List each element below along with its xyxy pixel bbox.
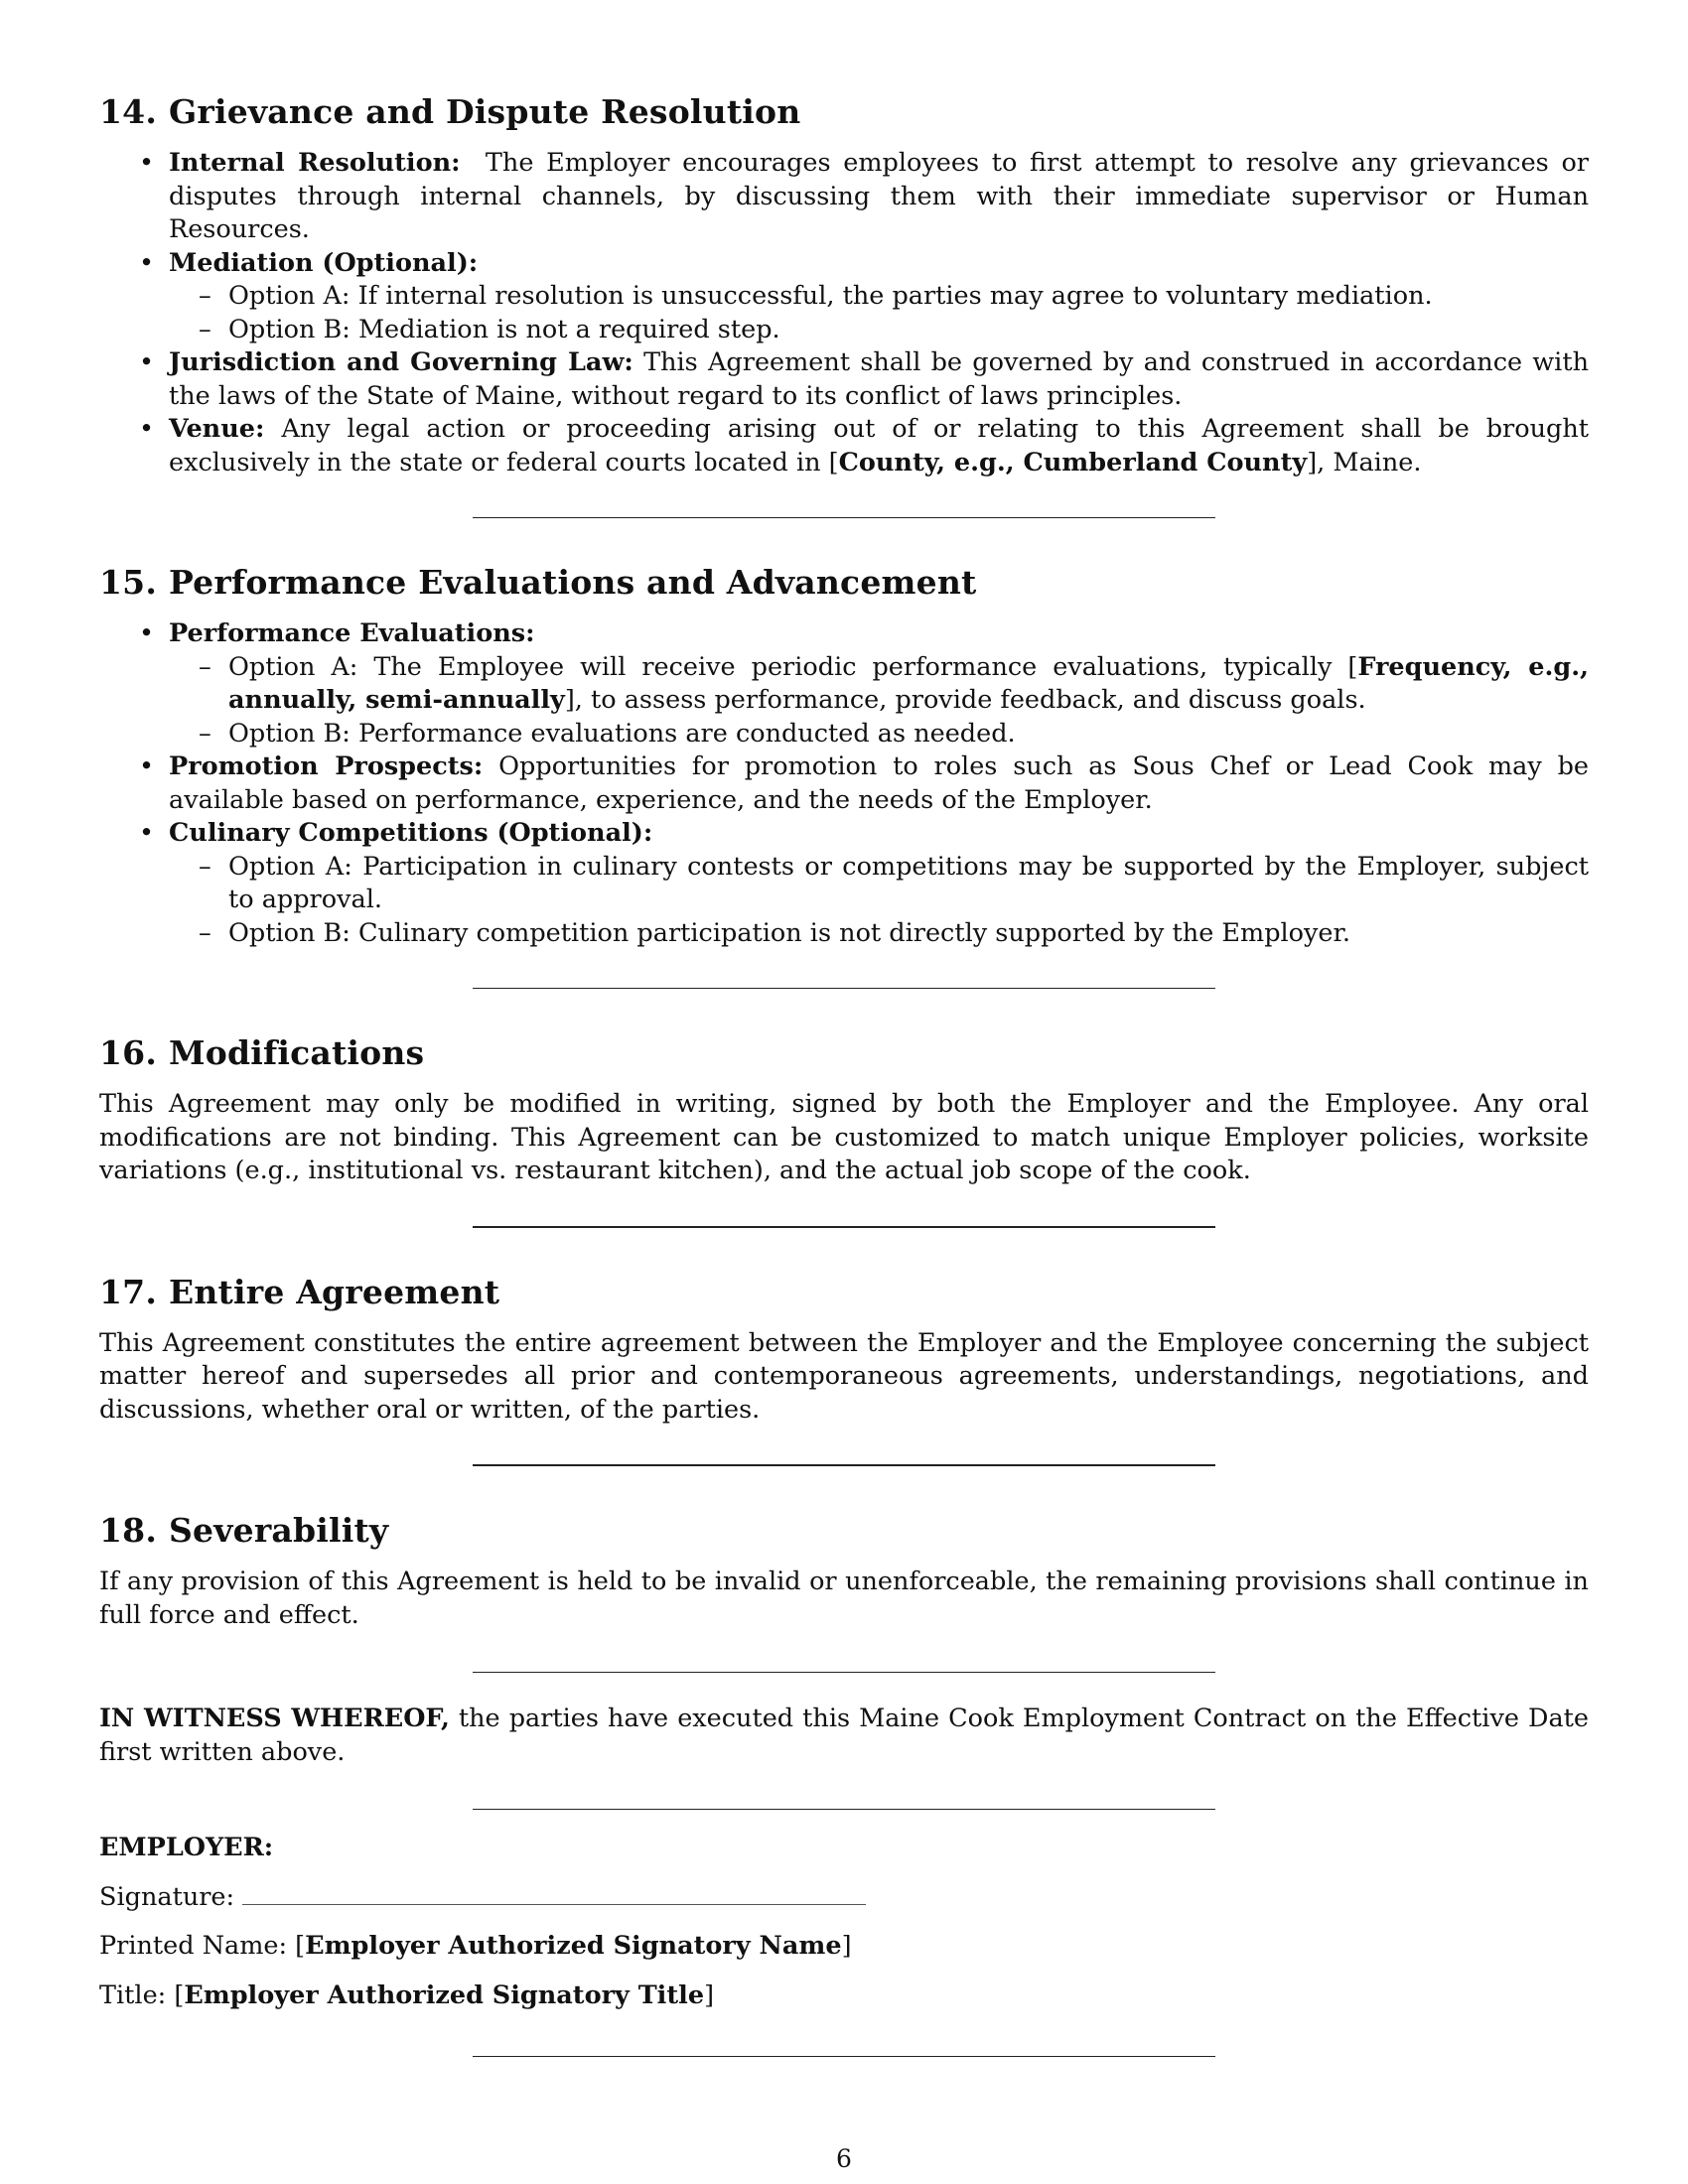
section-title: Modifications xyxy=(169,1033,425,1072)
section-title: Entire Agreement xyxy=(169,1272,500,1311)
section-heading xyxy=(99,1032,1589,1074)
section-16 xyxy=(99,1032,1589,1188)
employer-signature-block xyxy=(99,1832,1589,2012)
witness-label: IN WITNESS WHEREOF, xyxy=(99,1704,450,1733)
sub-list xyxy=(169,651,1589,751)
section-number: 18. xyxy=(99,1511,158,1550)
placeholder-frequency: Frequency, e.g., annually, semi-annually xyxy=(228,651,1589,715)
section-heading xyxy=(99,1272,1589,1313)
sub-item-option-a: – Option A: Participation in culinary contests or competitions may be supported by the Employer, subject to approval. xyxy=(169,851,1589,917)
title-label: Title: xyxy=(99,1979,167,2010)
section-title: Severability xyxy=(169,1511,389,1550)
section-number: 16. xyxy=(99,1033,158,1072)
printed-name-row: Printed Name: [Employer Authorized Signatory Name] xyxy=(99,1931,852,1961)
divider xyxy=(473,988,1215,989)
bullet-list xyxy=(99,147,1589,479)
sub-list xyxy=(169,280,1589,346)
section-heading xyxy=(99,562,1589,604)
item-label: Internal Resolution: xyxy=(169,148,461,178)
list-item-performance-evaluations xyxy=(99,617,1589,751)
list-item-promotion-prospects xyxy=(99,751,1589,817)
title-value: Employer Authorized Signatory Title xyxy=(184,1979,705,2010)
item-label: Jurisdiction and Governing Law: xyxy=(169,347,633,377)
divider xyxy=(473,517,1215,518)
sub-item-option-a: – Option A: If internal resolution is unsuccessful, the parties may agree to voluntary mediation. xyxy=(169,280,1589,314)
page-number: 6 xyxy=(836,2144,852,2173)
signature-row xyxy=(99,1881,1589,1915)
section-title: Performance Evaluations and Advancement xyxy=(169,563,977,602)
divider xyxy=(473,1226,1215,1228)
sub-item-option-b: – Option B: Mediation is not a required step. xyxy=(169,314,1589,347)
item-text: Option A: The Employee will receive periodic performance evaluations, typically [ xyxy=(228,651,1358,682)
printed-name-label: Printed Name: xyxy=(99,1931,288,1961)
section-heading xyxy=(99,91,1589,133)
list-item-jurisdiction xyxy=(99,346,1589,413)
item-label: Culinary Competitions (Optional): xyxy=(169,818,653,848)
printed-name-value: Employer Authorized Signatory Name xyxy=(305,1931,842,1961)
signature-label: Signature: xyxy=(99,1881,235,1912)
section-14 xyxy=(99,91,1589,479)
divider xyxy=(473,1464,1215,1466)
placeholder-county: County, e.g., Cumberland County xyxy=(838,447,1308,478)
sub-item-option-b: – Option B: Culinary competition participation is not directly supported by the Employer. xyxy=(169,917,1589,951)
divider xyxy=(473,1672,1215,1673)
bullet-list xyxy=(99,617,1589,950)
page-content xyxy=(99,91,1589,2057)
section-paragraph: This Agreement constitutes the entire agreement between the Employer and the Employee concerning the subject matter hereof and supersedes all prior and contemporaneous agreements, understandings, negotiations, and discussions, whether oral or written, of the parties. xyxy=(99,1327,1589,1425)
item-text: Any legal action or proceeding arising out of or relating to this Agreement shall be brought exclusively in the state or federal courts located in [ xyxy=(169,414,1589,478)
item-label: Promotion Prospects: xyxy=(169,751,484,781)
sub-list xyxy=(169,851,1589,951)
item-text: The Employer encourages employees to first attempt to resolve any grievances or disputes through internal channels, by discussing them with their immediate supervisor or Human Resources. xyxy=(169,148,1589,244)
divider xyxy=(473,2056,1215,2057)
section-15 xyxy=(99,562,1589,950)
list-item-venue xyxy=(99,413,1589,479)
section-paragraph: This Agreement may only be modified in writing, signed by both the Employer and the Employee. Any oral modifications are not binding. This Agreement can be customized to match unique Employer policies, worksite variations (e.g., institutional vs. restaurant kitchen), and the actual job scope of the cook. xyxy=(99,1089,1589,1185)
item-text: Opportunities for promotion to roles such as Sous Chef or Lead Cook may be available based on performance, experience, and the needs of the Employer. xyxy=(169,751,1590,815)
sub-item-option-b: – Option B: Performance evaluations are conducted as needed. xyxy=(169,718,1589,751)
list-item-internal-resolution xyxy=(99,147,1589,247)
section-heading xyxy=(99,1510,1589,1552)
section-18 xyxy=(99,1510,1589,1632)
section-number: 17. xyxy=(99,1272,158,1311)
signature-line[interactable] xyxy=(242,1884,866,1905)
section-title: Grievance and Dispute Resolution xyxy=(169,92,801,131)
item-label: Mediation (Optional): xyxy=(169,247,479,278)
sub-item-option-a xyxy=(169,651,1589,718)
section-number: 14. xyxy=(99,92,158,131)
section-number: 15. xyxy=(99,563,158,602)
item-text-end: ], Maine. xyxy=(1307,447,1422,478)
witness-text: the parties have executed this Maine Cook Employment Contract on the Effective Date first written above. xyxy=(99,1704,1589,1767)
title-row: Title: [Employer Authorized Signatory Title] xyxy=(99,1979,715,2010)
section-paragraph: If any provision of this Agreement is held to be invalid or unenforceable, the remaining provisions shall continue in full force and effect. xyxy=(99,1567,1589,1630)
section-17 xyxy=(99,1272,1589,1428)
item-label: Venue: xyxy=(169,414,265,444)
employer-heading: EMPLOYER: xyxy=(99,1833,274,1862)
divider xyxy=(473,1809,1215,1810)
item-label: Performance Evaluations: xyxy=(169,618,535,648)
item-text-end: ], to assess performance, provide feedback, and discuss goals. xyxy=(564,685,1366,715)
list-item-culinary-competitions xyxy=(99,817,1589,950)
witness-paragraph xyxy=(99,1703,1589,1769)
list-item-mediation xyxy=(99,247,1589,347)
item-text: This Agreement shall be governed by and construed in accordance with the laws of the State of Maine, without regard to its conflict of laws principles. xyxy=(169,347,1589,411)
